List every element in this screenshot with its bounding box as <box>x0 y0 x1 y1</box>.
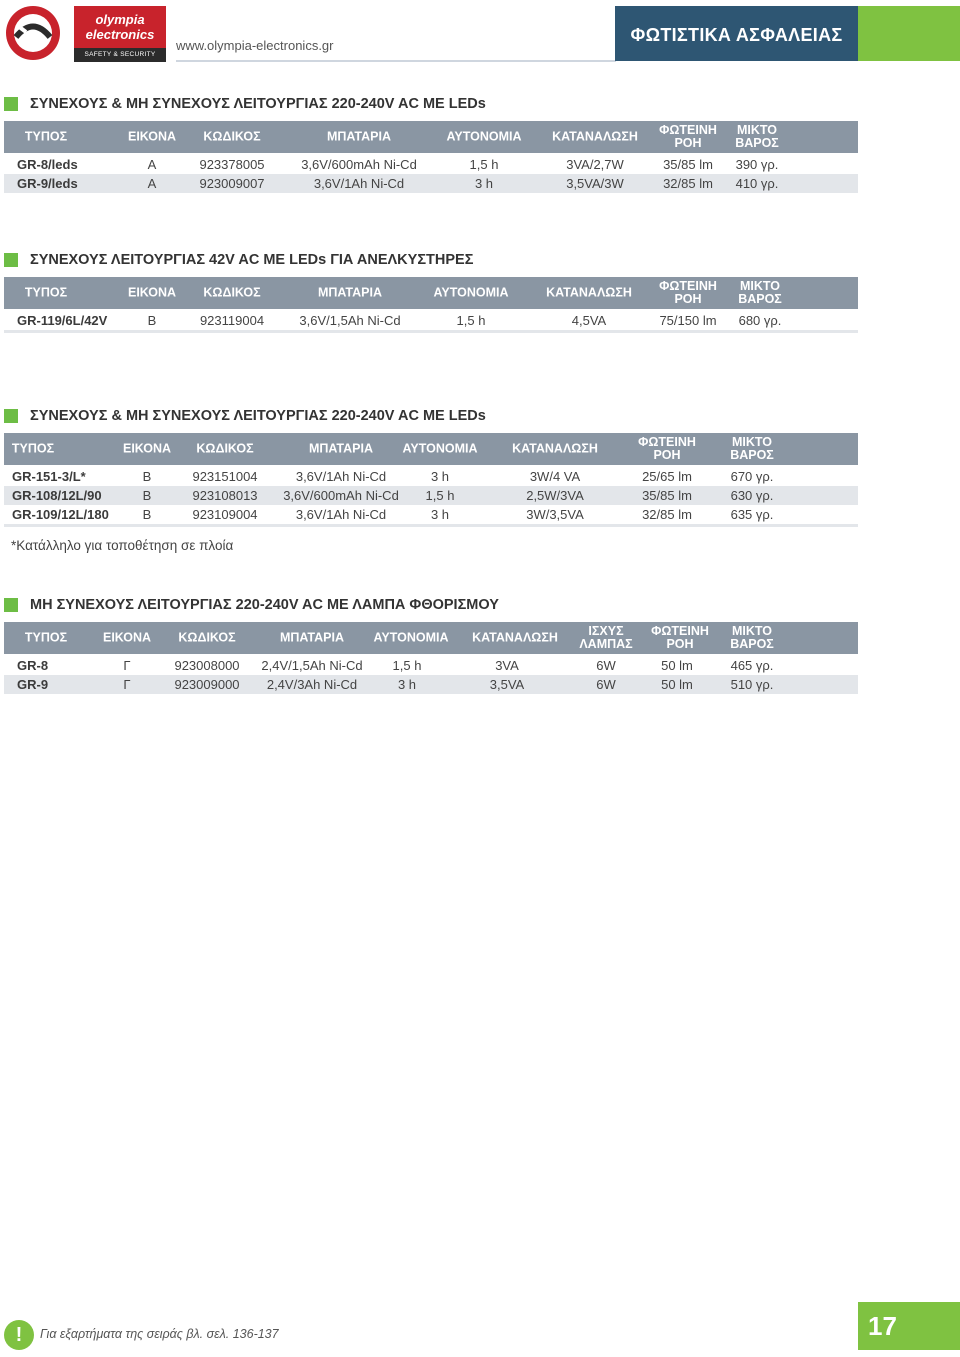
exclamation-icon: ! <box>4 1320 34 1350</box>
cell-lamp-power: 6W <box>596 658 616 673</box>
page-number: 17 <box>868 1311 897 1341</box>
table-row <box>4 311 858 330</box>
cell-type: GR-9 <box>17 677 49 692</box>
cell-autonomy: 1,5 h <box>456 313 486 328</box>
cell-consumption: 3VA <box>495 658 519 673</box>
cell-type: GR-8 <box>17 658 49 673</box>
page-title: ΦΩΤΙΣΤΙΚΑ ΑΣΦΑΛΕΙΑΣ <box>615 6 858 61</box>
cell-image: Γ <box>123 658 131 673</box>
table-bottom-rule <box>4 330 858 333</box>
th-autonomy: ΑΥΤΟΝΟΜΙΑ <box>433 285 509 300</box>
th-code: ΚΩΔΙΚΟΣ <box>196 441 254 456</box>
th-consumption: ΚΑΤΑΝΑΛΩΣΗ <box>546 285 632 300</box>
page-number-box <box>858 1302 960 1350</box>
cell-gross-weight: 510 γρ. <box>730 677 774 692</box>
cell-image: B <box>142 469 152 484</box>
cell-luminous-flux: 35/85 lm <box>663 157 713 172</box>
cell-battery: 2,4V/1,5Ah Ni-Cd <box>261 658 363 673</box>
table-row <box>4 675 858 694</box>
cell-type: GR-109/12L/180 <box>12 507 109 522</box>
cell-luminous-flux: 35/85 lm <box>642 488 692 503</box>
footer-note: Για εξαρτήματα της σειράς βλ. σελ. 136-137 <box>40 1327 279 1341</box>
cell-luminous-flux: 32/85 lm <box>663 176 713 191</box>
cell-code: 923009007 <box>199 176 265 191</box>
th-code: ΚΩΔΙΚΟΣ <box>203 285 261 300</box>
cell-consumption: 3W/4 VA <box>529 469 581 484</box>
th-battery: ΜΠΑΤΑΡΙΑ <box>279 630 345 645</box>
th-image: ΕΙΚΟΝΑ <box>127 285 177 300</box>
th-battery: ΜΠΑΤΑΡΙΑ <box>326 129 392 144</box>
table-header <box>4 622 858 654</box>
cell-luminous-flux: 50 lm <box>661 658 693 673</box>
th-luminous-flux: ΦΩΤΕΙΝΗ ΡΟΗ <box>638 435 696 462</box>
cell-autonomy: 1,5 h <box>425 488 455 503</box>
th-battery: ΜΠΑΤΑΡΙΑ <box>308 441 374 456</box>
th-type: ΤΥΠΟΣ <box>11 441 55 456</box>
cell-type: GR-108/12L/90 <box>12 488 102 503</box>
cell-type: GR-119/6L/42V <box>17 313 108 328</box>
table-bottom-rule <box>4 524 858 527</box>
cell-autonomy: 3 h <box>430 507 450 522</box>
cell-image: B <box>147 313 157 328</box>
cell-image: A <box>147 176 157 191</box>
cell-gross-weight: 680 γρ. <box>738 313 782 328</box>
cell-autonomy: 3 h <box>430 469 450 484</box>
th-image: ΕΙΚΟΝΑ <box>122 441 172 456</box>
cell-type: GR-8/leds <box>17 157 78 172</box>
th-lamp-power: ΙΣΧΥΣ ΛΑΜΠΑΣ <box>579 624 633 651</box>
th-type: ΤΥΠΟΣ <box>24 285 68 300</box>
cell-luminous-flux: 25/65 lm <box>642 469 692 484</box>
cell-image: A <box>147 157 157 172</box>
th-luminous-flux: ΦΩΤΕΙΝΗ ΡΟΗ <box>659 123 717 150</box>
cell-image: B <box>142 488 152 503</box>
cell-consumption: 3,5VA <box>489 677 525 692</box>
footnote: *Κατάλληλο για τοποθέτηση σε πλοία <box>11 538 234 553</box>
cell-autonomy: 1,5 h <box>469 157 499 172</box>
cell-luminous-flux: 32/85 lm <box>642 507 692 522</box>
website-link[interactable]: www.olympia-electronics.gr <box>176 38 334 53</box>
cell-image: Γ <box>123 677 131 692</box>
section-title: ΣΥΝΕΧΟΥΣ & ΜΗ ΣΥΝΕΧΟΥΣ ΛΕΙΤΟΥΡΓΙΑΣ 220-240V AC ΜΕ LEDs <box>30 408 486 424</box>
cell-lamp-power: 6W <box>596 677 616 692</box>
th-image: ΕΙΚΟΝΑ <box>102 630 152 645</box>
th-autonomy: ΑΥΤΟΝΟΜΙΑ <box>446 129 522 144</box>
cell-code: 923108013 <box>192 488 258 503</box>
cell-gross-weight: 670 γρ. <box>730 469 774 484</box>
cell-code: 923009000 <box>174 677 240 692</box>
cell-consumption: 2,5W/3VA <box>526 488 584 503</box>
cell-battery: 2,4V/3Ah Ni-Cd <box>266 677 358 692</box>
th-gross-weight: ΜΙΚΤΟ ΒΑΡΟΣ <box>735 123 779 150</box>
section-marker-icon <box>4 97 18 111</box>
table-row <box>4 656 858 675</box>
th-type: ΤΥΠΟΣ <box>24 630 68 645</box>
cell-code: 923151004 <box>192 469 258 484</box>
cell-battery: 3,6V/600mAh Ni-Cd <box>283 488 399 503</box>
cell-consumption: 3,5VA/3W <box>566 176 624 191</box>
header-divider <box>176 60 616 62</box>
header-accent <box>858 6 960 61</box>
cell-code: 923109004 <box>192 507 258 522</box>
th-image: ΕΙΚΟΝΑ <box>127 129 177 144</box>
cell-type: GR-151-3/L* <box>12 469 86 484</box>
brand-line1: olympia <box>95 12 145 27</box>
table-row <box>4 486 858 505</box>
th-luminous-flux: ΦΩΤΕΙΝΗ ΡΟΗ <box>659 279 717 306</box>
th-gross-weight: ΜΙΚΤΟ ΒΑΡΟΣ <box>738 279 782 306</box>
table-header <box>4 277 858 309</box>
cell-battery: 3,6V/1Ah Ni-Cd <box>295 507 387 522</box>
cell-battery: 3,6V/1Ah Ni-Cd <box>295 469 387 484</box>
th-consumption: ΚΑΤΑΝΑΛΩΣΗ <box>552 129 638 144</box>
cell-code: 923119004 <box>199 313 265 328</box>
table-row <box>4 467 858 486</box>
table-row <box>4 155 858 174</box>
brand-line2: electronics <box>85 27 155 42</box>
cell-consumption: 3VA/2,7W <box>566 157 624 172</box>
cell-gross-weight: 390 γρ. <box>735 157 779 172</box>
cell-type: GR-9/leds <box>17 176 78 191</box>
th-consumption: ΚΑΤΑΝΑΛΩΣΗ <box>472 630 558 645</box>
cell-consumption: 3W/3,5VA <box>526 507 584 522</box>
table-row <box>4 174 858 193</box>
section-marker-icon <box>4 598 18 612</box>
th-gross-weight: ΜΙΚΤΟ ΒΑΡΟΣ <box>730 435 774 462</box>
olympia-logo-icon <box>4 4 62 62</box>
th-gross-weight: ΜΙΚΤΟ ΒΑΡΟΣ <box>730 624 774 651</box>
th-consumption: ΚΑΤΑΝΑΛΩΣΗ <box>512 441 598 456</box>
cell-image: B <box>142 507 152 522</box>
cell-autonomy: 3 h <box>474 176 494 191</box>
section-title: ΣΥΝΕΧΟΥΣ & ΜΗ ΣΥΝΕΧΟΥΣ ΛΕΙΤΟΥΡΓΙΑΣ 220-240V AC ΜΕ LEDs <box>30 96 486 112</box>
cell-battery: 3,6V/1,5Ah Ni-Cd <box>299 313 401 328</box>
th-luminous-flux: ΦΩΤΕΙΝΗ ΡΟΗ <box>651 624 709 651</box>
cell-battery: 3,6V/1Ah Ni-Cd <box>313 176 405 191</box>
cell-code: 923378005 <box>199 157 265 172</box>
cell-luminous-flux: 50 lm <box>661 677 693 692</box>
th-autonomy: ΑΥΤΟΝΟΜΙΑ <box>402 441 478 456</box>
cell-consumption: 4,5VA <box>571 313 607 328</box>
table-header <box>4 121 858 153</box>
th-type: ΤΥΠΟΣ <box>24 129 68 144</box>
brand-tagline: SAFETY & SECURITY SYSTEMS <box>74 48 166 62</box>
cell-autonomy: 1,5 h <box>392 658 422 673</box>
section-marker-icon <box>4 253 18 267</box>
section-title: ΜΗ ΣΥΝΕΧΟΥΣ ΛΕΙΤΟΥΡΓΙΑΣ 220-240V AC ΜΕ ΛΑΜΠΑ ΦΘΟΡΙΣΜΟΥ <box>30 597 499 613</box>
th-battery: ΜΠΑΤΑΡΙΑ <box>317 285 383 300</box>
th-code: ΚΩΔΙΚΟΣ <box>203 129 261 144</box>
th-autonomy: ΑΥΤΟΝΟΜΙΑ <box>373 630 449 645</box>
cell-code: 923008000 <box>174 658 240 673</box>
cell-gross-weight: 635 γρ. <box>730 507 774 522</box>
cell-luminous-flux: 75/150 lm <box>659 313 717 328</box>
section-title: ΣΥΝΕΧΟΥΣ ΛΕΙΤΟΥΡΓΙΑΣ 42V AC ΜΕ LEDs ΓΙΑ ΑΝΕΛΚΥΣΤΗΡΕΣ <box>30 252 474 268</box>
th-code: ΚΩΔΙΚΟΣ <box>178 630 236 645</box>
cell-battery: 3,6V/600mAh Ni-Cd <box>301 157 417 172</box>
brand-logo <box>74 6 166 72</box>
cell-autonomy: 3 h <box>397 677 417 692</box>
section-marker-icon <box>4 409 18 423</box>
table-row <box>4 505 858 524</box>
table-header <box>4 433 858 465</box>
cell-gross-weight: 465 γρ. <box>730 658 774 673</box>
cell-gross-weight: 630 γρ. <box>730 488 774 503</box>
cell-gross-weight: 410 γρ. <box>735 176 779 191</box>
